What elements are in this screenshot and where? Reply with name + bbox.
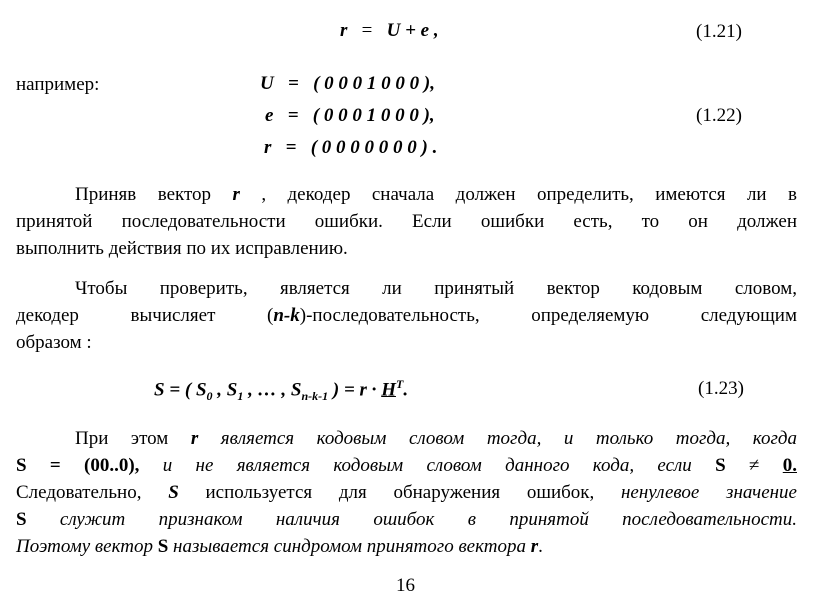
para1-line-1 [16,181,797,208]
eq-121-number: (1.21) [696,21,742,42]
equation-1-21 [340,20,439,42]
zero-syndrome: S = (00..0), [16,455,140,476]
eq-123-part: S = ( S [154,379,207,401]
example-label: например: [16,74,100,95]
eq-122-number: (1.22) [696,105,742,126]
syndrome-s: S [157,536,169,557]
para1-text: , декодер сначала должен определить, имеются ли в [239,184,798,205]
page-number: 16 [396,575,415,596]
para2-line-1 [16,275,797,302]
eq-122-l2-rhs: ( 0 0 0 1 0 0 0 ), [312,105,435,126]
eq-122-l2-lhs: e [265,105,274,126]
syndrome-s: S [715,455,726,476]
para3-line-3 [16,479,797,506]
para3-text: используется для обнаружения ошибок, [178,482,621,503]
eq-122-l1-eq: = [287,73,299,94]
para1-line-3: выполнить действия по их исправлению. [16,238,348,259]
vector-r: r [232,184,240,205]
para3-italic-text: называется синдромом принятого вектора [168,536,531,557]
eq-121-rhs: U + e , [386,20,439,41]
eq-121-equals: = [361,20,373,41]
n-minus-k: n-k [273,305,300,326]
eq-123-number: (1.23) [698,378,744,399]
paragraph-3 [16,425,797,560]
para3-text: Следовательно, [16,482,169,503]
vector-r: r [530,536,539,557]
equation-1-23 [154,377,408,404]
para3-italic-text: ненулевое значение [621,482,797,503]
para3-line-5 [16,533,797,560]
para2-text: )-последовательность, определяемую следующим [299,305,797,326]
eq-122-l3-eq: = [285,137,297,158]
para1-text: Приняв вектор [75,184,233,205]
para3-text: . [538,536,543,557]
matrix-h: H [381,379,396,401]
vector-r: r [190,428,199,449]
eq-122-l2-eq: = [287,105,299,126]
eq-123-part: , S [212,379,238,401]
eq-123-part: ) = r · [328,379,382,401]
equation-1-22-line-1 [260,73,435,95]
eq-122-l1-rhs: ( 0 0 0 1 0 0 0 ), [313,73,435,94]
zero-vector: 0. [782,455,797,476]
para3-line-1 [16,425,797,452]
syndrome-s: S [16,509,27,530]
para2-text: Чтобы проверить, является ли принятый вектор кодовым словом, [75,278,797,299]
not-equal-sign: ≠ [725,455,783,476]
eq-122-l3-lhs: r [264,137,272,158]
eq-123-part: , … , S [243,379,302,401]
equation-1-22-line-2 [265,105,435,127]
eq-123-sub: n-k-1 [301,389,329,404]
eq-123-part: . [403,379,409,401]
eq-122-l1-lhs: U [260,73,274,94]
eq-122-l3-rhs: ( 0 0 0 0 0 0 0 ) . [310,137,438,158]
paragraph-2 [16,275,797,356]
para3-line-2 [16,452,797,479]
transpose-mark: T [395,377,404,391]
eq-123-sub: 0 [206,389,213,404]
para3-italic-text: служит признаком наличия ошибок в принятой последовательности. [26,509,797,530]
para3-italic-text: Поэтому вектор [16,536,158,557]
syndrome-s: S [168,482,179,503]
para3-italic-text: является кодовым словом тогда, и только тогда, когда [198,428,797,449]
eq-123-sub: 1 [237,389,244,404]
para2-line-2 [16,302,797,329]
para3-text: При этом [75,428,191,449]
para3-italic-text: и не является кодовым словом данного кода, если [139,455,716,476]
para2-line-3: образом : [16,332,92,353]
equation-1-22-line-3 [264,137,437,159]
para3-line-4 [16,506,797,533]
para1-line-2: принятой последовательности ошибки. Если ошибки есть, то он должен [16,211,797,232]
eq-121-lhs: r [340,20,348,41]
paragraph-1 [16,181,797,262]
para2-text: декодер вычисляет ( [16,305,274,326]
